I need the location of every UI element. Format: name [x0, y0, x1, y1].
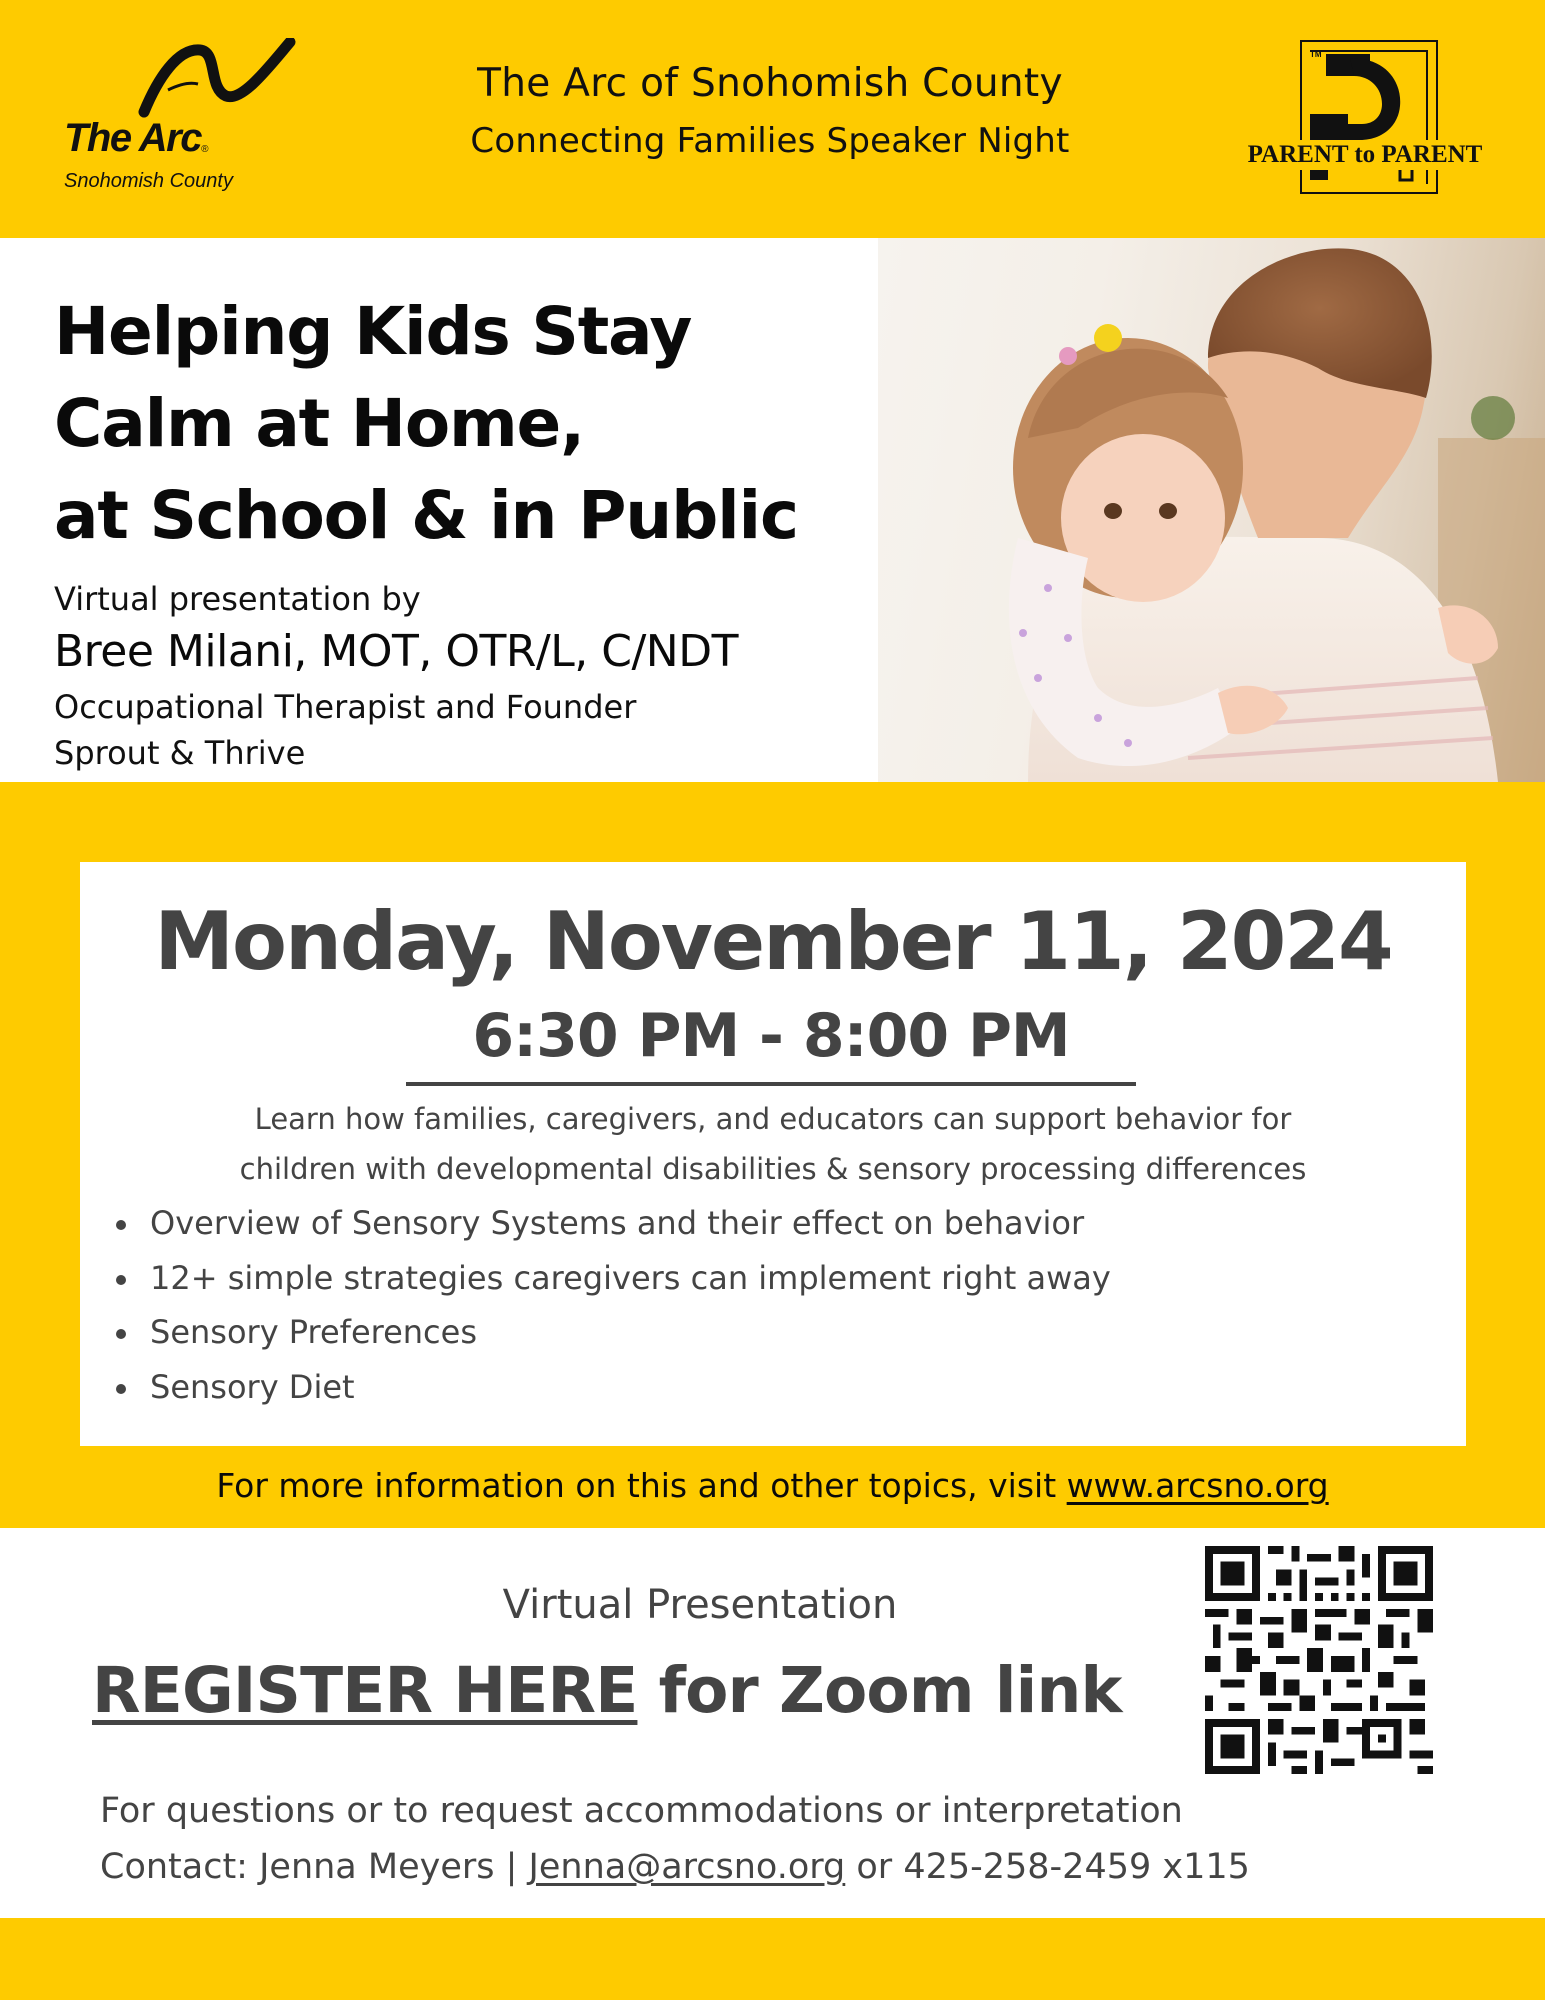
presenter-role: Occupational Therapist and Founder: [54, 688, 637, 726]
title-line: Helping Kids Stay: [54, 293, 692, 370]
presentation-title: [54, 286, 874, 562]
the-arc-logo: [58, 38, 318, 208]
qr-code-icon[interactable]: [1205, 1546, 1433, 1774]
contact-line: [100, 1839, 1250, 1895]
time-underline-divider: [406, 1082, 1136, 1086]
contact-note: For questions or to request accommodations or interpretation: [100, 1791, 1183, 1831]
event-time: 6:30 PM - 8:00 PM: [472, 1001, 1070, 1071]
topic-item: Sensory Preferences: [114, 1305, 1111, 1360]
description-line: Learn how families, caregivers, and educators can support behavior for: [254, 1102, 1292, 1136]
presenter-intro: Virtual presentation by: [54, 580, 421, 618]
topic-item: Sensory Diet: [114, 1360, 1111, 1415]
arc-swoosh-logo-icon: [138, 38, 298, 118]
trademark-mark: TM: [1310, 50, 1322, 59]
register-line: [92, 1646, 1122, 1736]
parent-to-parent-logo: [1230, 36, 1500, 196]
virtual-presentation-label: Virtual Presentation: [502, 1582, 898, 1628]
more-info-line: [0, 1462, 1545, 1510]
register-here-link[interactable]: REGISTER HERE: [92, 1654, 638, 1727]
contact-email-link[interactable]: Jenna@arcsno.org: [528, 1847, 846, 1887]
topic-item: 12+ simple strategies caregivers can implement right away: [114, 1251, 1111, 1306]
register-suffix: for Zoom link: [637, 1654, 1122, 1727]
footer-band: [0, 1918, 1545, 2000]
event-series-name: Connecting Families Speaker Night: [470, 121, 1070, 161]
more-info-text: For more information on this and other topics, visit: [216, 1466, 1067, 1505]
arc-brand-text: The Arc®: [64, 116, 207, 160]
parent-to-parent-logo-icon: [1230, 36, 1500, 196]
contact-name: Contact: Jenna Meyers |: [100, 1847, 529, 1887]
topics-list: [114, 1196, 1111, 1414]
title-line: at School & in Public: [54, 477, 798, 554]
contact-info: [100, 1783, 1250, 1895]
organization-name: The Arc of Snohomish County: [477, 61, 1063, 106]
hero-section: [0, 238, 1545, 782]
register-section: [0, 1528, 1545, 1918]
description-line: children with developmental disabilities & sensory processing differences: [239, 1152, 1307, 1186]
hero-text: [54, 286, 874, 776]
title-line: Calm at Home,: [54, 385, 584, 462]
arc-subtitle: Snohomish County: [64, 170, 233, 192]
photo-parent-hugging-child: [878, 238, 1545, 782]
presenter-name: Bree Milani, MOT, OTR/L, C/NDT: [54, 626, 738, 677]
header-titles: [380, 58, 1160, 166]
event-details-card: [80, 862, 1466, 1446]
event-band: [0, 782, 1545, 1528]
event-description: [80, 1094, 1466, 1194]
contact-phone: or 425-258-2459 x115: [845, 1847, 1250, 1887]
website-link[interactable]: www.arcsno.org: [1066, 1466, 1329, 1505]
topic-item: Overview of Sensory Systems and their effect on behavior: [114, 1196, 1111, 1251]
parent-to-parent-name: PARENT to PARENT: [1230, 140, 1500, 170]
hero-photo: [878, 238, 1545, 782]
header-banner: [0, 0, 1545, 238]
presenter-organization: Sprout & Thrive: [54, 734, 306, 772]
event-date: Monday, November 11, 2024: [154, 895, 1392, 988]
